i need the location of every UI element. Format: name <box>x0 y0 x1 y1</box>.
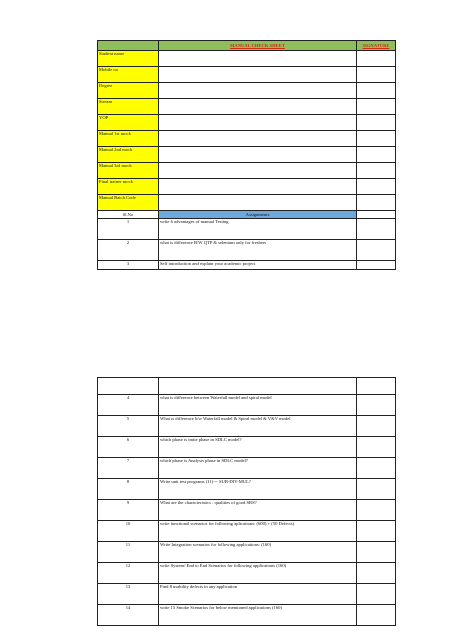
signature-cell[interactable] <box>357 500 396 521</box>
field-row <box>98 163 396 179</box>
assignment-text: Find 8 usability defects in any application <box>159 584 357 605</box>
header-blank-cell <box>98 41 159 51</box>
assignment-number: 4 <box>98 395 159 416</box>
assignment-number: 10 <box>98 521 159 542</box>
sheet-title: MANUAL CHECK SHEET <box>159 41 357 51</box>
assignment-text: What is difference b/w Waterfall model & Spiral model & V&V model <box>159 416 357 437</box>
field-row <box>98 179 396 195</box>
signature-cell[interactable] <box>357 458 396 479</box>
field-row <box>98 115 396 131</box>
field-value-cell[interactable] <box>159 115 357 131</box>
signature-cell[interactable] <box>357 395 396 416</box>
field-label: Manual 2nd mock <box>98 147 159 163</box>
field-value-cell[interactable] <box>159 51 357 67</box>
assignment-text: which phase is imite phase in SDLC model? <box>159 437 357 458</box>
assignment-text: what is difference B/W QTP & selenium only for freshers <box>159 240 357 261</box>
assignment-number: 8 <box>98 479 159 500</box>
field-label: Manual Batch Code <box>98 195 159 211</box>
field-label: Student name <box>98 51 159 67</box>
field-row <box>98 83 396 99</box>
signature-cell[interactable] <box>357 605 396 626</box>
field-label: Mobile no <box>98 67 159 83</box>
empty-cell <box>98 378 159 395</box>
assignment-number: 11 <box>98 542 159 563</box>
signature-cell[interactable] <box>357 51 396 67</box>
assignment-row <box>98 584 396 605</box>
assignment-text: write 15 Smoke Scenarios for below mentioned applications (160) <box>159 605 357 626</box>
assignment-text: which phase is Analysis phase in SDLC model? <box>159 458 357 479</box>
assignment-row <box>98 458 396 479</box>
signature-cell[interactable] <box>357 240 396 261</box>
signature-cell[interactable] <box>357 131 396 147</box>
assignment-row <box>98 521 396 542</box>
signature-cell[interactable] <box>357 163 396 179</box>
field-value-cell[interactable] <box>159 67 357 83</box>
field-value-cell[interactable] <box>159 131 357 147</box>
assignment-number: 9 <box>98 500 159 521</box>
field-label: Stream <box>98 99 159 115</box>
field-value-cell[interactable] <box>159 195 357 211</box>
signature-header: SIGNATURE <box>357 41 396 51</box>
assignments-continued-table <box>97 377 396 626</box>
signature-cell[interactable] <box>357 542 396 563</box>
field-value-cell[interactable] <box>159 163 357 179</box>
signature-cell[interactable] <box>357 99 396 115</box>
field-row <box>98 99 396 115</box>
empty-cell <box>357 378 396 395</box>
signature-cell[interactable] <box>357 83 396 99</box>
assignment-number: 12 <box>98 563 159 584</box>
assignments-header-row <box>98 211 396 219</box>
assignment-number: 1 <box>98 219 159 240</box>
empty-cell <box>159 378 357 395</box>
assignment-row <box>98 605 396 626</box>
assignment-row <box>98 261 396 270</box>
field-label: Manual 3rd mock <box>98 163 159 179</box>
assignment-row <box>98 219 396 240</box>
assignments-header: Assignments <box>159 211 357 219</box>
signature-cell[interactable] <box>357 521 396 542</box>
assignment-row <box>98 416 396 437</box>
signature-cell <box>357 211 396 219</box>
assignment-text: What are the characteristics : qualities of good SRS? <box>159 500 357 521</box>
assignment-text: Write Integration scenarios for following applications: (160) <box>159 542 357 563</box>
field-label: Final trainer mock <box>98 179 159 195</box>
field-value-cell[interactable] <box>159 99 357 115</box>
signature-cell[interactable] <box>357 479 396 500</box>
signature-cell[interactable] <box>357 219 396 240</box>
signature-cell[interactable] <box>357 195 396 211</box>
field-value-cell[interactable] <box>159 147 357 163</box>
assignment-row <box>98 500 396 521</box>
field-value-cell[interactable] <box>159 83 357 99</box>
signature-cell[interactable] <box>357 584 396 605</box>
field-row <box>98 131 396 147</box>
assignment-text: write functional scenarios for following aplications: (600) + (50 Defects) <box>159 521 357 542</box>
assignment-row <box>98 395 396 416</box>
field-label: Manual 1st mock <box>98 131 159 147</box>
signature-cell[interactable] <box>357 416 396 437</box>
field-label: YOP <box>98 115 159 131</box>
assignment-row <box>98 240 396 261</box>
assignment-row <box>98 479 396 500</box>
blank-row <box>98 378 396 395</box>
field-value-cell[interactable] <box>159 179 357 195</box>
field-row <box>98 67 396 83</box>
field-row <box>98 51 396 67</box>
sno-header: Sl.No <box>98 211 159 219</box>
signature-cell[interactable] <box>357 179 396 195</box>
assignment-number: 7 <box>98 458 159 479</box>
signature-cell[interactable] <box>357 563 396 584</box>
signature-cell[interactable] <box>357 261 396 270</box>
assignment-number: 6 <box>98 437 159 458</box>
assignment-number: 2 <box>98 240 159 261</box>
signature-cell[interactable] <box>357 115 396 131</box>
assignment-number: 5 <box>98 416 159 437</box>
assignment-text: write System/ End to End Scenarios for following applications (160) <box>159 563 357 584</box>
assignment-number: 3 <box>98 261 159 270</box>
signature-cell[interactable] <box>357 67 396 83</box>
assignment-number: 14 <box>98 605 159 626</box>
assignment-text: Write unit test programs (11)--- SUB-DIV-MUL? <box>159 479 357 500</box>
assignment-text: what is difference between Waterfall model and spiral model <box>159 395 357 416</box>
assignment-row <box>98 437 396 458</box>
assignment-text: Self introduction and explain your academic project <box>159 261 357 270</box>
field-label: Degree <box>98 83 159 99</box>
field-row <box>98 147 396 163</box>
header-row <box>98 41 396 51</box>
assignment-text: write 6 advantages of manual Testing <box>159 219 357 240</box>
field-row <box>98 195 396 211</box>
check-sheet-table <box>97 40 396 270</box>
signature-cell[interactable] <box>357 437 396 458</box>
assignment-number: 13 <box>98 584 159 605</box>
signature-cell[interactable] <box>357 147 396 163</box>
assignment-row <box>98 542 396 563</box>
assignment-row <box>98 563 396 584</box>
